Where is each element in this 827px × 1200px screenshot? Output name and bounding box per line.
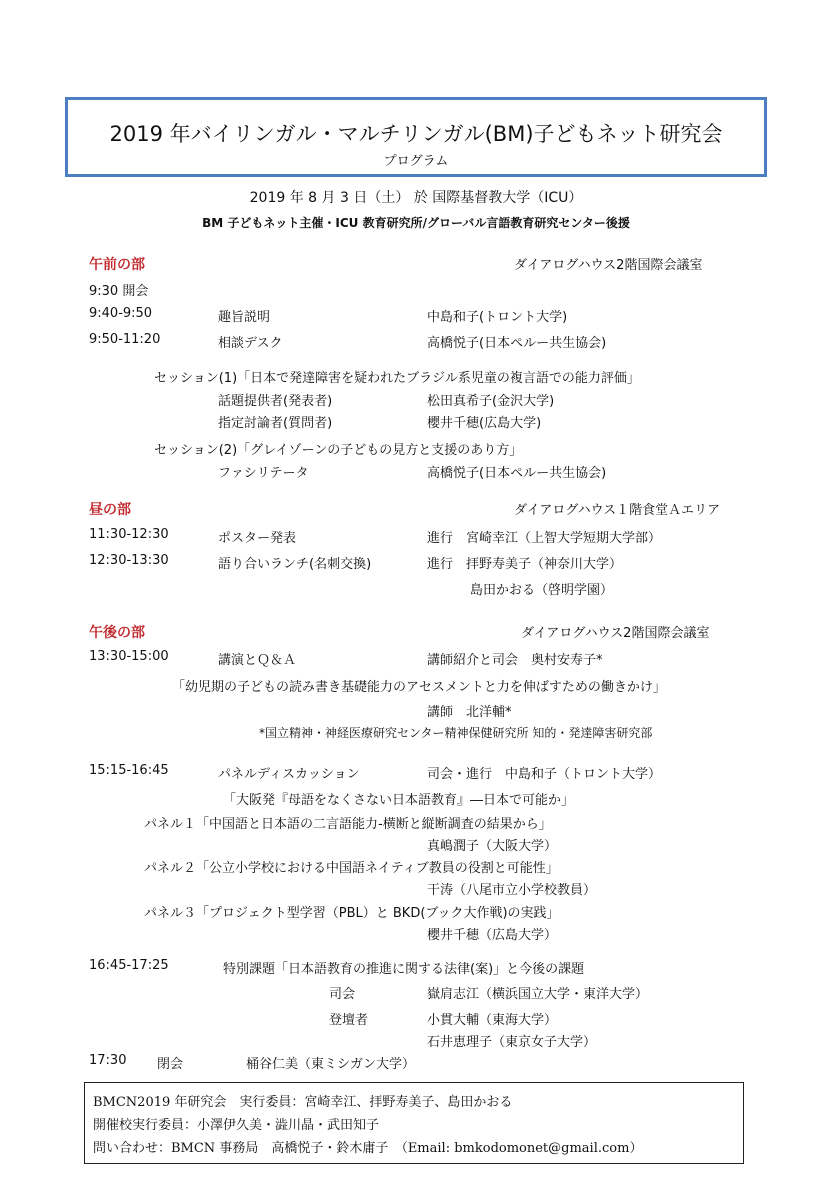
footer-committee: BMCN2019 年研究会 実行委員：宮崎幸江、拝野寿美子、島田かおる [93, 1095, 513, 1110]
noon-venue: ダイアログハウス１階食堂Ａエリア [514, 503, 721, 518]
lecture-time: 13:30-15:00 [89, 649, 169, 664]
closing-time: 17:30 [89, 1053, 127, 1068]
panel-host: 司会・進行 中島和子（トロント大学） [427, 767, 662, 782]
lecture-title: 講演とＱ＆Ａ [218, 653, 297, 668]
session2-person1: 高橋悦子(日本ペルー共生協会) [427, 466, 607, 481]
special-person3: 石井恵理子（東京女子大学） [427, 1035, 597, 1050]
session1-role2: 指定討論者(質問者) [218, 416, 333, 431]
afternoon-venue: ダイアログハウス2階国際会議室 [521, 626, 710, 641]
row-person: 高橋悦子(日本ペルー共生協会) [427, 336, 607, 351]
row-time: 9:40-9:50 [89, 306, 153, 321]
row-person-extra: 島田かおる（啓明学園） [470, 583, 614, 598]
panel-item: パネル３「プロジェクト型学習（PBL）と BKD(ブック大作戦)の実践」 [144, 906, 560, 921]
special-role2: 登壇者 [329, 1013, 369, 1028]
afternoon-label: 午後の部 [89, 625, 145, 641]
row-time: 9:50-11:20 [89, 332, 161, 347]
sponsors: BM 子どもネット主催・ICU 教育研究所/グローバル言語教育研究センター後援 [202, 216, 630, 230]
closing-person: 桶谷仁美（東ミシガン大学） [246, 1057, 416, 1072]
session1-person2: 櫻井千穂(広島大学) [427, 416, 542, 431]
footer-box [84, 1082, 744, 1164]
session1-role1: 話題提供者(発表者) [218, 394, 333, 409]
lecturer: 講師 北洋輔* [427, 705, 512, 720]
panel-item-person: 櫻井千穂（広島大学） [427, 928, 558, 943]
row-person: 中島和子(トロント大学) [427, 310, 568, 325]
special-title: 特別課題「日本語教育の推進に関する法律(案)」と今後の課題 [223, 962, 585, 977]
panel-item: パネル１「中国語と日本語の二言語能力-横断と縦断調査の結果から」 [144, 817, 552, 832]
special-time: 16:45-17:25 [89, 958, 169, 973]
row-title: 趣旨説明 [218, 310, 271, 325]
row-time: 11:30-12:30 [89, 527, 169, 542]
row-person: 進行 宮崎幸江（上智大学短期大学部） [427, 531, 662, 546]
date-venue: 2019 年 8 月 3 日（土） 於 国際基督教大学（ICU） [249, 190, 583, 206]
morning-venue: ダイアログハウス2階国際会議室 [514, 258, 703, 273]
lecture-topic: 「幼児期の子どもの読み書き基礎能力のアセスメントと力を伸ばすための働きかけ」 [172, 680, 666, 695]
row-person: 進行 拝野寿美子（神奈川大学） [427, 557, 623, 572]
opening-time: 9:30 開会 [89, 284, 149, 299]
page-subtitle: プログラム [383, 154, 449, 169]
session1-person1: 松田真希子(金沢大学) [427, 394, 555, 409]
row-title: ポスター発表 [218, 531, 297, 546]
row-title: 語り合いランチ(名刺交換) [218, 557, 372, 572]
panel-title: パネルディスカッション [218, 767, 360, 782]
title-box [65, 97, 767, 177]
row-time: 12:30-13:30 [89, 553, 169, 568]
lecture-note: *国立精神・神経医療研究センター精神保健研究所 知的・発達障害研究部 [259, 726, 653, 740]
session2-role1: ファシリテータ [218, 466, 309, 481]
panel-theme: 「大阪発『母語をなくさない日本語教育』―日本で可能か」 [223, 793, 575, 808]
special-person1: 嶽肩志江（横浜国立大学・東洋大学） [427, 987, 649, 1002]
noon-label: 昼の部 [89, 502, 131, 518]
session2-title: セッション(2)「グレイゾーンの子どもの見方と支援のあり方」 [154, 443, 523, 458]
lecture-host: 講師紹介と司会 奥村安寿子* [427, 653, 603, 668]
footer-host-committee: 開催校実行委員：小澤伊久美・澁川晶・武田知子 [93, 1118, 380, 1133]
special-role1: 司会 [329, 987, 356, 1002]
panel-item-person: 干涛（八尾市立小学校教員） [427, 883, 597, 898]
special-person2: 小貫大輔（東海大学） [427, 1013, 558, 1028]
session1-title: セッション(1)「日本で発達障害を疑われたブラジル系児童の複言語での能力評価」 [154, 371, 640, 386]
panel-time: 15:15-16:45 [89, 763, 169, 778]
row-title: 相談デスク [218, 336, 283, 351]
panel-item: パネル２「公立小学校における中国語ネイティブ教員の役割と可能性」 [144, 861, 559, 876]
panel-item-person: 真嶋潤子（大阪大学） [427, 839, 558, 854]
morning-label: 午前の部 [89, 257, 145, 273]
footer-contact: 問い合わせ：BMCN 事務局 高橋悦子・鈴木庸子 （Email: bmkodomonet@gmail.com） [93, 1141, 643, 1156]
closing-title: 閉会 [157, 1057, 184, 1072]
page-title: 2019 年バイリンガル・マルチリンガル(BM)子どもネット研究会 [109, 122, 723, 146]
